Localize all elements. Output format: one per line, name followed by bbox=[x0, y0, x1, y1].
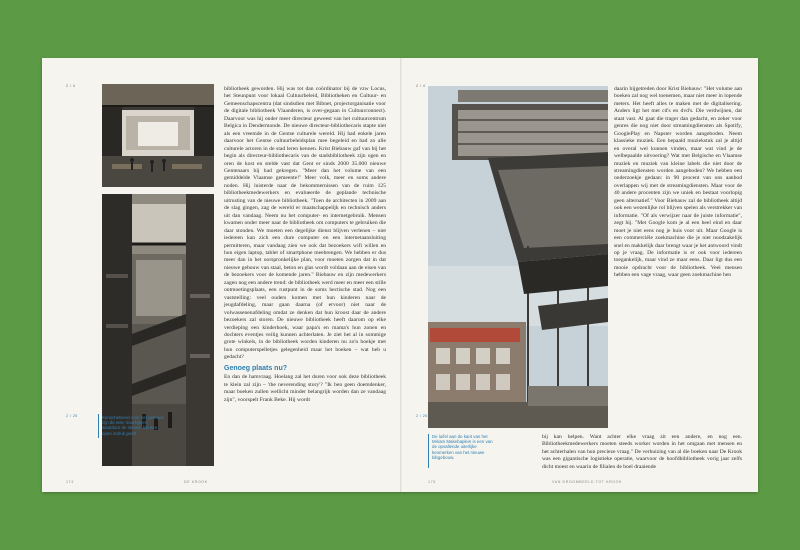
left-body-text: bibliotheek geworden. Hij was tot dan coördinator bij de vzw Locus, het Steunpunt voor lokaal Cultuurbeleid, Bibliotheken en Cultuur- en Gemeenschapscentra (dat sindsdien met Bibnet, projectorganisatie voor de digitale bibliotheek Vlaanderen, is over-gegaan in Cultuurconnect). Daarvoor was hij onder meer directeur geweest van het cultuurcentrum Belgica in Dendermonde. De nieuwe directeur-bibliothecaris stapte niet als een vreemde in de Gentse culturele wereld. Hij had enkele jaren daarvoor het Gentse cultuurbeleidsplan mee begeleid en had zo alle culturele actoren in de stad leren kennen. Krist Biebauw gaf van bij het begin als directeur-bibliothecaris van de stadsbibliotheek zijn ogen en oren de kost en stelde vast dat Gent er sinds 2000 35.000 nieuwe Gentenaars bij had gekregen. "Meer dan het volume van een gemiddelde Vlaamse gemeente!" Meer volk, meer en soms andere noden. Hij luisterde naar de bekommernissen van de ruim 125 bibliotheekmedewerkers en evalueerde de geplande technische uitrusting van de nieuwe bibliotheek. "Toen de architecten in 2009 aan de slag gingen, zag de wereld er maatschappelijk en technisch anders uit dan vandaag. Neem nu het computer- en internetgebruik. Mensen kwamen onder meer naar de bibliotheek om computers te gebruiken die daar stonden. We moeten een degelijke dienst blijven verlenen – niet iedereen kan zich een dure computer en een internetaansluiting permitteren, maar vandaag zien we ook dat bezoekers wifi willen en hun eigen laptop, tablet of smartphone meebrengen. We hebben er dus meer dan in het oorspronkelijke plan, voor moeten zorgen dat in dat nieuwe gebouw van staal, beton en glas wordt voldaan aan de eisen van de bezoekers voor de komende jaren." Biebauw en zijn medewerkers zagen nog een andere trend: de bibliotheek werd meer en meer een stille ontmoetingsplaats, een rustpunt in de soms hectische stad. Nog een vaststelling: veel ouders komen met hun kinderen naar de jeugdafdeling, maar gaan daarna (of ervoor) niet naar de volwassenenafdeling omdat ze denken dat hun kroost daar de andere bezoekers zal storen. De nieuwe bibliotheek heeft daarom op elke verdieping een kinderhoek, waar papa's en mama's hun zonen en dochters eventjes veilig kunnen achterlaten. Je ziet het al in sommige grote winkels, in de bibliotheek worden kinderen nu zo'n hoekje met hun computerspelletjes gelegenheid maar het boeken – wat heb u gedacht? bbox=[224, 86, 386, 361]
left-caption-marker: 2 / 25 bbox=[66, 414, 78, 418]
left-corner-mark: 2 / 4 bbox=[66, 84, 76, 88]
building-canopy-image bbox=[428, 86, 608, 428]
left-main-column bbox=[224, 86, 386, 404]
right-caption-rule bbox=[428, 434, 429, 468]
building-canopy-photo bbox=[428, 86, 608, 428]
right-photo-caption: De luifel aan de kant van het Miriam Makebaplein is een van de opvallende uiterlijke kenmerken van het nieuwe bibgebouw. bbox=[432, 434, 493, 460]
right-caption-marker: 2 / 25 bbox=[416, 414, 428, 418]
left-footer-number: 174 bbox=[66, 480, 74, 484]
right-body-text: daarin bijgetreden door Krist Biebauw: "Het volume aan boeken zal nog wel toenemen, maar niet meer in lopende meters. Het heeft alles te maken met de digitalisering. Anders ligt het met cd's en dvd's. Die verdwijnen, dat staat vast. Al gaat die trager dan gedacht, en zeker voor genres die nog niet door streamingdiensten als Spotify, GooglePlay en Napster worden aangeboden. Neem klassieke muziek. Een bepaald muziekstuk zal je altijd en overal wel kunnen vinden, maar wat vind je de welbepaalde uitvoering? Wat met Belgische en Vlaamse muziek en muziek van kleine labels die niet door de streamingdiensten worden aangeboden? We hebben een onderzoekje gedaan: in 90 procent van ons aanbod overlappen wij met de streamingdiensten. Maar voor de 40 andere procenten zijn we uniek en bestaat voorlopig geen alternatief." Voor Biebauw zal de bibliotheek altijd ook een wezenlijke rol blijven spelen als verstrekker van informatie. "Of als verwijzer naar de juiste informatie", zegt hij. "Met Google kom je al een heel eind en daar moet je niet eens nog je huis voor uit. Maar Google is een commerciële zoekmachine die je niet noodzakelijk snel en makkelijk daar brengt waar je het antwoord vindt op je vraag. De informatie is er ook voor iedereen toegankelijk, maar vind ze maar eens. Daar ligt dus een mooie opdracht voor de bibliotheek. Veel mensen hebben een vage vraag, waar geen zoekmachine hen bbox=[614, 86, 742, 279]
left-footer-title: DE KROOK bbox=[184, 480, 208, 484]
left-caption-rule bbox=[98, 414, 99, 438]
left-photo-caption: Kenschetsend voor het gebouw zijn de vele 'doorkijkjes', waardoor de nieuwe bib een open indruk geeft. bbox=[102, 415, 164, 436]
right-corner-mark: 2 / 4 bbox=[416, 84, 426, 88]
right-bottom-text-block bbox=[542, 434, 742, 471]
right-main-column bbox=[614, 86, 742, 280]
right-footer-title: VAN DROOMBEELD TOT KROOK bbox=[552, 480, 623, 484]
right-bottom-text: bij kan helpen. Want achter elke vraag zit een andere, en nog een. Bibliotheekmedewerkers moeten steeds worker worden in het omgaan met mensen en het achterhalen van hun precieze vraag." De verhuizing van al die boeken naar De Krook was een gigantische logistieke operatie, waarvoor de hoofdbibliotheek vorig jaar zelfs dicht moest en waarin de filialen de boel draaiende bbox=[542, 434, 742, 470]
section-heading: Genoeg plaats nu? bbox=[224, 364, 288, 372]
book-gutter bbox=[400, 58, 402, 492]
magazine-spread bbox=[42, 58, 758, 492]
library-interior-photo bbox=[102, 84, 214, 187]
left-body-text-2: En dan de hamvraag. Hoelang zal het duren voor ook deze bibliotheek te klein zal zijn – 'the neverending story'? "Ik ben geen doemdenker, maar boeken zullen wellicht minder belangrijk worden dan ze vandaag zijn", voorspelt Frank Beke. Hij wordt bbox=[224, 374, 386, 403]
library-interior-image bbox=[102, 84, 214, 187]
right-footer-number: 175 bbox=[428, 480, 436, 484]
